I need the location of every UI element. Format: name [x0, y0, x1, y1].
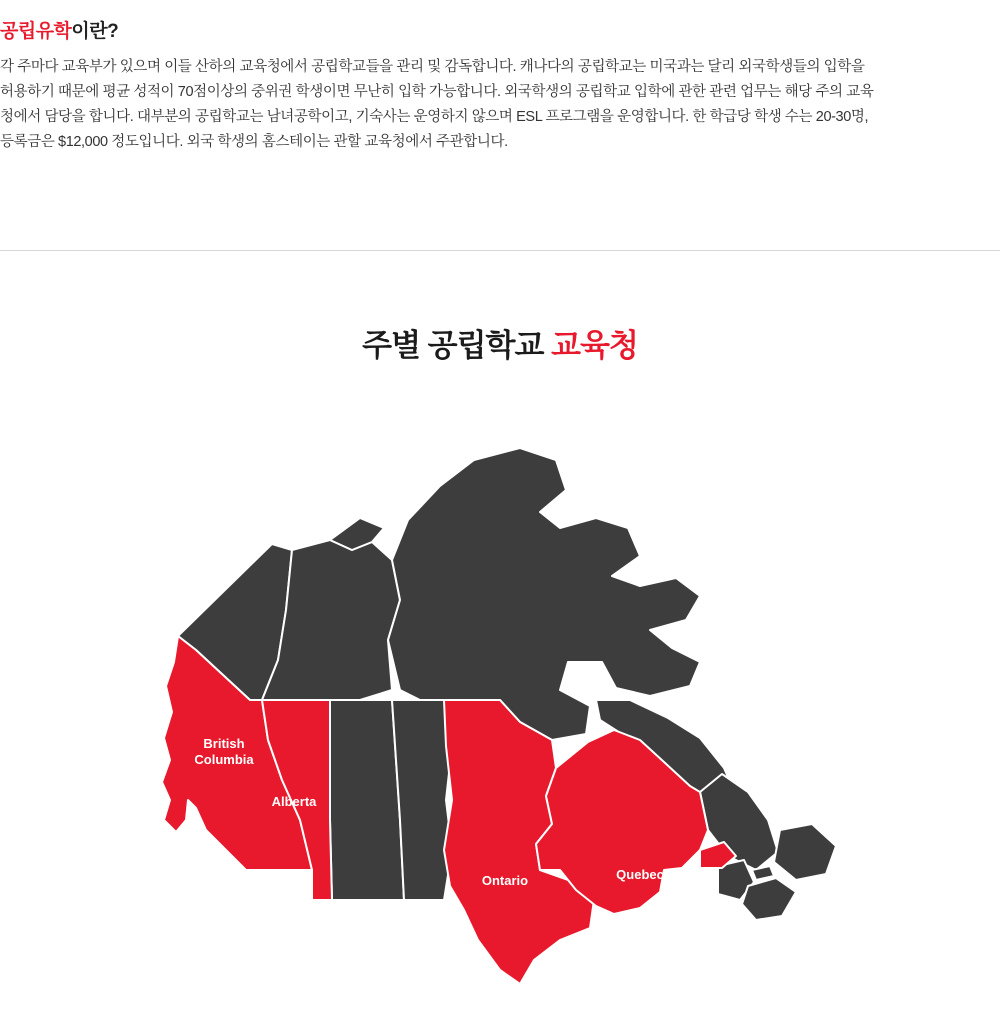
- label-ontario: Ontario: [481, 873, 529, 888]
- province-newfoundland-island: [774, 824, 836, 880]
- page-title-rest: 이란?: [71, 20, 119, 42]
- label-alberta: Alberta: [271, 794, 317, 809]
- label-british-columbia-line2: Columbia: [194, 752, 254, 767]
- intro-paragraph: 각 주마다 교육부가 있으며 이들 산하의 교육청에서 공립학교들을 관리 및 감독합니다. 캐나다의 공립학교는 미국과는 달리 외국학생들의 입학을 허용하기 때문에 평균 성적이 70점이상의 중위권 학생이면 무난히 입학 가능합니다. 외국학생의 공립학교 입학에 관한 관련 업무는 해당 주의 교육청에서 담당을 합니다. 대부분의 공립학교는 남녀공학이고, 기숙사는 운영하지 않으며 ESL 프로그램을 운영합니다. 한 학급당 학생 수는 20-30명, 등록금은 $12,000 정도입니다. 외국 학생의 홈스테이는 관할 교육청에서 주관합니다.: [0, 59, 874, 150]
- canada-map-svg: [0, 400, 1000, 1020]
- map-title-main: 주별 공립학교: [362, 328, 552, 363]
- label-british-columbia-line1: British: [203, 736, 245, 751]
- map-title-accent: 교육청: [551, 328, 638, 363]
- section-divider: [0, 250, 1000, 251]
- intro-paragraph-block: [0, 55, 880, 155]
- map-section-title: [0, 320, 1000, 365]
- page-title-accent: 공립유학: [0, 20, 72, 42]
- canada-map: [0, 400, 1000, 1020]
- label-quebec: Quebec: [616, 867, 664, 882]
- page-title: [0, 16, 118, 43]
- province-nunavut: [388, 448, 700, 740]
- province-saskatchewan: [330, 700, 404, 900]
